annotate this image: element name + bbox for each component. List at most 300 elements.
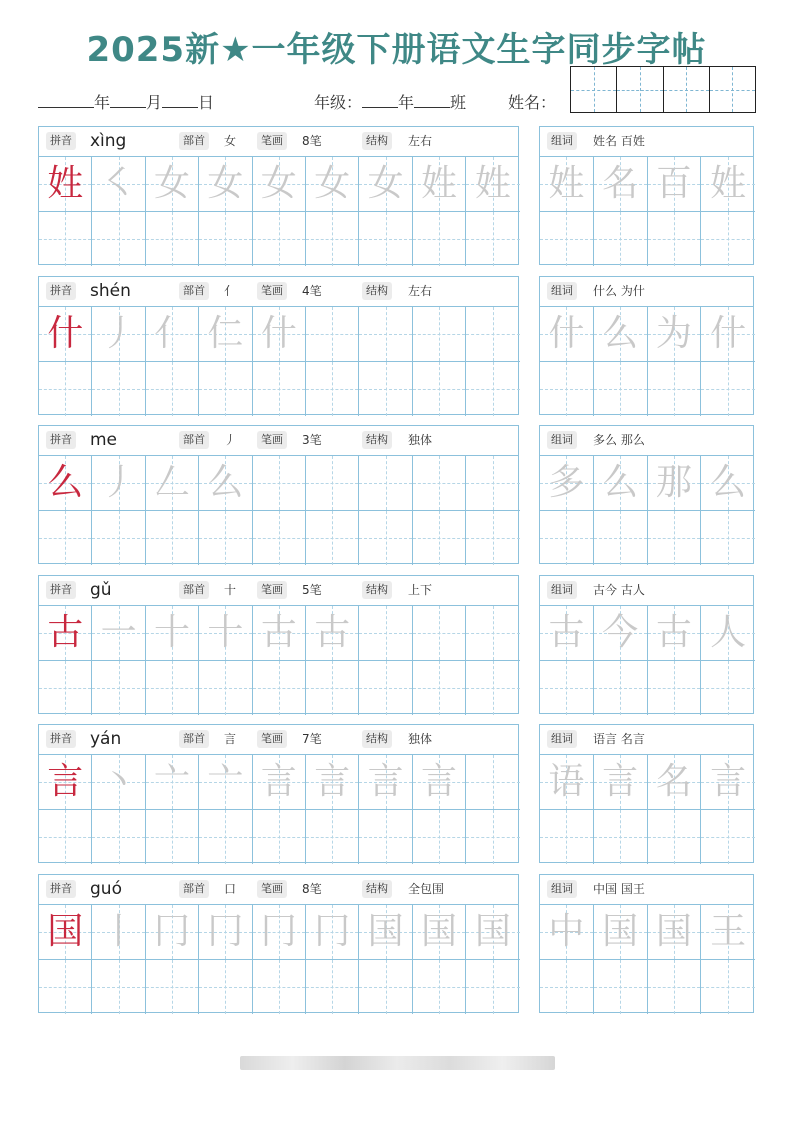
writing-cell[interactable] <box>39 905 92 960</box>
pinyin-tag: 拼音 <box>46 880 76 898</box>
writing-cell[interactable] <box>39 212 92 267</box>
words-tag: 组词 <box>547 282 577 300</box>
word-practice-panel <box>539 425 754 564</box>
word-writing-cell[interactable] <box>701 810 755 865</box>
writing-cell[interactable] <box>306 661 359 716</box>
pinyin-value: shén <box>90 281 131 301</box>
writing-cell[interactable] <box>253 606 306 661</box>
writing-cell[interactable] <box>199 307 252 362</box>
writing-cell[interactable] <box>253 362 306 417</box>
word-writing-cell[interactable] <box>648 511 702 566</box>
word-writing-cell[interactable] <box>648 212 702 267</box>
word-writing-cell[interactable] <box>701 157 755 212</box>
strokes-value: 5笔 <box>302 583 322 597</box>
radical-value: 言 <box>224 732 237 746</box>
word-info-header <box>540 277 753 307</box>
stroke-order-trace: 丶 <box>100 761 137 802</box>
word-trace-character: 今 <box>602 612 639 653</box>
writing-cell[interactable] <box>92 456 145 511</box>
word-trace-character: 那 <box>655 462 692 503</box>
writing-cell[interactable] <box>92 960 145 1015</box>
stroke-order-trace: 古 <box>260 612 297 653</box>
writing-cell[interactable] <box>466 157 519 212</box>
stroke-order-trace: 仁 <box>207 313 244 354</box>
radical-value: 女 <box>224 134 237 148</box>
month-label: 月 <box>146 93 163 112</box>
word-writing-cell[interactable] <box>701 511 755 566</box>
model-character: 姓 <box>47 163 84 204</box>
word-info-header <box>540 576 753 606</box>
words-value: 多么 那么 <box>593 433 645 447</box>
writing-cell[interactable] <box>359 307 412 362</box>
stroke-order-trace: 一 <box>100 612 137 653</box>
words-value: 中国 国王 <box>593 882 645 896</box>
writing-cell[interactable] <box>39 810 92 865</box>
writing-cell[interactable] <box>413 661 466 716</box>
day-label: 日 <box>198 93 215 112</box>
strokes-value: 4笔 <box>302 284 322 298</box>
writing-cell[interactable] <box>413 362 466 417</box>
writing-cell[interactable] <box>253 456 306 511</box>
words-value: 语言 名言 <box>593 732 645 746</box>
word-writing-cell[interactable] <box>701 212 755 267</box>
writing-cell[interactable] <box>359 960 412 1015</box>
writing-cell[interactable] <box>92 157 145 212</box>
writing-cell[interactable] <box>39 157 92 212</box>
stroke-order-trace: 𠃋 <box>153 462 190 503</box>
word-practice-panel <box>539 276 754 415</box>
word-info-header <box>540 127 753 157</box>
word-writing-cell[interactable] <box>594 157 648 212</box>
stroke-order-trace: 十 <box>207 612 244 653</box>
radical-value: 口 <box>224 882 237 896</box>
writing-cell[interactable] <box>39 960 92 1015</box>
word-writing-cell[interactable] <box>540 606 594 661</box>
word-writing-cell[interactable] <box>701 307 755 362</box>
writing-cell[interactable] <box>146 362 199 417</box>
writing-cell[interactable] <box>146 307 199 362</box>
writing-cell[interactable] <box>146 606 199 661</box>
word-writing-cell[interactable] <box>540 511 594 566</box>
stroke-order-trace: ㇛ <box>100 163 137 204</box>
writing-cell[interactable] <box>413 157 466 212</box>
writing-cell[interactable] <box>253 307 306 362</box>
word-writing-cell[interactable] <box>594 456 648 511</box>
word-writing-cell[interactable] <box>540 307 594 362</box>
writing-cell[interactable] <box>199 511 252 566</box>
writing-cell[interactable] <box>253 810 306 865</box>
writing-cell[interactable] <box>39 661 92 716</box>
radical-value: 亻 <box>224 284 237 298</box>
writing-cell[interactable] <box>413 905 466 960</box>
word-writing-cell[interactable] <box>648 606 702 661</box>
blurred-footer-watermark <box>240 1056 555 1070</box>
stroke-order-trace: 冂 <box>260 911 297 952</box>
strokes-value: 8笔 <box>302 882 322 896</box>
pinyin-value: gǔ <box>90 580 112 600</box>
stroke-order-trace: 什 <box>260 313 297 354</box>
char-info-header <box>39 127 518 157</box>
writing-cell[interactable] <box>92 511 145 566</box>
word-writing-cell[interactable] <box>540 212 594 267</box>
word-trace-character: 国 <box>655 911 692 952</box>
writing-cell[interactable] <box>413 212 466 267</box>
writing-cell[interactable] <box>359 212 412 267</box>
stroke-order-trace: 言 <box>420 761 457 802</box>
writing-cell[interactable] <box>199 905 252 960</box>
word-writing-cell[interactable] <box>701 755 755 810</box>
stroke-order-trace: 丨 <box>100 911 137 952</box>
writing-cell[interactable] <box>306 606 359 661</box>
word-writing-cell[interactable] <box>540 362 594 417</box>
writing-cell[interactable] <box>92 755 145 810</box>
writing-cell[interactable] <box>39 307 92 362</box>
writing-cell[interactable] <box>306 960 359 1015</box>
pinyin-tag: 拼音 <box>46 431 76 449</box>
writing-cell[interactable] <box>306 755 359 810</box>
structure-value: 全包围 <box>408 882 445 896</box>
writing-cell[interactable] <box>306 511 359 566</box>
stroke-order-trace: 女 <box>153 163 190 204</box>
writing-cell[interactable] <box>199 810 252 865</box>
writing-cell[interactable] <box>253 960 306 1015</box>
radical-tag: 部首 <box>179 880 209 898</box>
stroke-order-trace: 亻 <box>153 313 190 354</box>
writing-cell[interactable] <box>466 606 519 661</box>
writing-cell[interactable] <box>146 905 199 960</box>
char-practice-panel <box>38 575 519 714</box>
model-character: 古 <box>47 612 84 653</box>
writing-cell[interactable] <box>92 606 145 661</box>
word-writing-cell[interactable] <box>648 661 702 716</box>
word-trace-character: 国 <box>602 911 639 952</box>
writing-cell[interactable] <box>146 960 199 1015</box>
char-info-header <box>39 426 518 456</box>
writing-cell[interactable] <box>306 212 359 267</box>
writing-cell[interactable] <box>306 905 359 960</box>
writing-cell[interactable] <box>253 661 306 716</box>
word-writing-cell[interactable] <box>594 661 648 716</box>
writing-cell[interactable] <box>359 456 412 511</box>
stroke-order-trace: 丿 <box>100 313 137 354</box>
name-label: 姓名： <box>508 93 557 112</box>
name-writing-grid[interactable] <box>570 66 756 113</box>
stroke-order-trace: 亠 <box>153 761 190 802</box>
pinyin-value: guó <box>90 879 122 899</box>
word-writing-cell[interactable] <box>648 456 702 511</box>
writing-cell[interactable] <box>413 511 466 566</box>
writing-cell[interactable] <box>359 606 412 661</box>
word-writing-cell[interactable] <box>540 960 594 1015</box>
class-label: 班 <box>450 93 467 112</box>
stroke-order-trace: 言 <box>367 761 404 802</box>
stroke-order-trace: 古 <box>314 612 351 653</box>
word-info-header <box>540 426 753 456</box>
strokes-tag: 笔画 <box>257 282 287 300</box>
structure-value: 独体 <box>408 433 433 447</box>
word-writing-cell[interactable] <box>594 212 648 267</box>
strokes-tag: 笔画 <box>257 132 287 150</box>
word-trace-character: 语 <box>548 761 585 802</box>
char-practice-panel <box>38 724 519 863</box>
word-writing-cell[interactable] <box>701 960 755 1015</box>
writing-cell[interactable] <box>146 456 199 511</box>
writing-cell[interactable] <box>92 905 145 960</box>
word-writing-cell[interactable] <box>594 606 648 661</box>
structure-value: 左右 <box>408 134 433 148</box>
word-practice-panel <box>539 126 754 265</box>
model-character: 么 <box>47 462 84 503</box>
word-trace-character: 么 <box>602 462 639 503</box>
word-trace-character: 王 <box>710 911 747 952</box>
word-trace-character: 么 <box>602 313 639 354</box>
grade-label: 年级： <box>314 93 363 112</box>
pinyin-tag: 拼音 <box>46 282 76 300</box>
writing-cell[interactable] <box>413 606 466 661</box>
structure-value: 左右 <box>408 284 433 298</box>
stroke-order-trace: 言 <box>314 761 351 802</box>
word-info-header <box>540 875 753 905</box>
model-character: 国 <box>47 911 84 952</box>
word-trace-character: 为 <box>655 313 692 354</box>
word-writing-cell[interactable] <box>540 661 594 716</box>
writing-cell[interactable] <box>466 456 519 511</box>
word-writing-cell[interactable] <box>540 157 594 212</box>
writing-cell[interactable] <box>306 810 359 865</box>
writing-cell[interactable] <box>413 810 466 865</box>
word-writing-cell[interactable] <box>701 661 755 716</box>
word-writing-cell[interactable] <box>594 755 648 810</box>
stroke-order-trace: 女 <box>314 163 351 204</box>
word-writing-cell[interactable] <box>701 606 755 661</box>
writing-cell[interactable] <box>92 661 145 716</box>
model-character: 什 <box>47 313 84 354</box>
word-trace-character: 姓 <box>710 163 747 204</box>
stroke-order-trace: 国 <box>367 911 404 952</box>
writing-cell[interactable] <box>146 212 199 267</box>
writing-cell[interactable] <box>359 755 412 810</box>
pinyin-value: xìng <box>90 131 127 151</box>
writing-cell[interactable] <box>466 755 519 810</box>
writing-cell[interactable] <box>253 157 306 212</box>
writing-cell[interactable] <box>39 362 92 417</box>
radical-tag: 部首 <box>179 282 209 300</box>
words-tag: 组词 <box>547 880 577 898</box>
word-writing-cell[interactable] <box>648 157 702 212</box>
char-practice-panel <box>38 276 519 415</box>
word-writing-cell[interactable] <box>648 905 702 960</box>
pinyin-value: yán <box>90 729 122 749</box>
strokes-tag: 笔画 <box>257 431 287 449</box>
writing-cell[interactable] <box>199 661 252 716</box>
radical-tag: 部首 <box>179 431 209 449</box>
writing-cell[interactable] <box>199 456 252 511</box>
writing-cell[interactable] <box>466 362 519 417</box>
radical-tag: 部首 <box>179 132 209 150</box>
structure-tag: 结构 <box>362 581 392 599</box>
word-writing-cell[interactable] <box>701 905 755 960</box>
writing-cell[interactable] <box>359 905 412 960</box>
writing-cell[interactable] <box>199 157 252 212</box>
writing-cell[interactable] <box>253 212 306 267</box>
word-trace-character: 中 <box>548 911 585 952</box>
word-trace-character: 古 <box>548 612 585 653</box>
words-value: 什么 为什 <box>593 284 645 298</box>
word-trace-character: 多 <box>548 462 585 503</box>
stroke-order-trace: 亠 <box>207 761 244 802</box>
word-writing-cell[interactable] <box>594 307 648 362</box>
writing-cell[interactable] <box>199 362 252 417</box>
writing-cell[interactable] <box>253 511 306 566</box>
stroke-order-trace: 冂 <box>153 911 190 952</box>
writing-cell[interactable] <box>413 456 466 511</box>
char-info-header <box>39 875 518 905</box>
writing-cell[interactable] <box>306 362 359 417</box>
stroke-order-trace: 姓 <box>420 163 457 204</box>
word-practice-panel <box>539 874 754 1013</box>
writing-cell[interactable] <box>199 755 252 810</box>
pinyin-tag: 拼音 <box>46 730 76 748</box>
word-trace-character: 名 <box>602 163 639 204</box>
word-writing-cell[interactable] <box>594 810 648 865</box>
writing-cell[interactable] <box>146 511 199 566</box>
writing-cell[interactable] <box>92 307 145 362</box>
writing-cell[interactable] <box>146 661 199 716</box>
word-practice-panel <box>539 575 754 714</box>
word-trace-character: 么 <box>710 462 747 503</box>
writing-cell[interactable] <box>253 905 306 960</box>
writing-cell[interactable] <box>199 212 252 267</box>
stroke-order-trace: 女 <box>207 163 244 204</box>
word-writing-cell[interactable] <box>594 511 648 566</box>
writing-cell[interactable] <box>199 606 252 661</box>
writing-cell[interactable] <box>306 456 359 511</box>
word-writing-cell[interactable] <box>648 960 702 1015</box>
writing-cell[interactable] <box>413 960 466 1015</box>
word-info-header <box>540 725 753 755</box>
radical-tag: 部首 <box>179 581 209 599</box>
char-practice-panel <box>38 425 519 564</box>
grade-class-field[interactable] <box>314 90 466 113</box>
strokes-tag: 笔画 <box>257 730 287 748</box>
writing-cell[interactable] <box>359 810 412 865</box>
word-trace-character: 什 <box>710 313 747 354</box>
page-title: 2025新★一年级下册语文生字同步字帖 <box>86 30 707 70</box>
writing-cell[interactable] <box>253 755 306 810</box>
word-trace-character: 古 <box>655 612 692 653</box>
char-practice-panel <box>38 874 519 1013</box>
word-practice-panel <box>539 724 754 863</box>
writing-cell[interactable] <box>92 212 145 267</box>
word-writing-cell[interactable] <box>540 810 594 865</box>
writing-cell[interactable] <box>39 606 92 661</box>
char-info-header <box>39 576 518 606</box>
words-tag: 组词 <box>547 730 577 748</box>
word-trace-character: 名 <box>655 761 692 802</box>
writing-cell[interactable] <box>359 511 412 566</box>
word-writing-cell[interactable] <box>648 755 702 810</box>
writing-cell[interactable] <box>146 755 199 810</box>
writing-cell[interactable] <box>466 960 519 1015</box>
word-writing-cell[interactable] <box>540 905 594 960</box>
structure-tag: 结构 <box>362 880 392 898</box>
strokes-tag: 笔画 <box>257 581 287 599</box>
char-info-header <box>39 725 518 755</box>
word-writing-cell[interactable] <box>540 755 594 810</box>
writing-cell[interactable] <box>39 456 92 511</box>
writing-cell[interactable] <box>466 511 519 566</box>
writing-cell[interactable] <box>92 810 145 865</box>
pinyin-tag: 拼音 <box>46 581 76 599</box>
stroke-order-trace: 姓 <box>474 163 511 204</box>
writing-cell[interactable] <box>39 755 92 810</box>
writing-cell[interactable] <box>146 157 199 212</box>
date-field[interactable] <box>38 90 214 113</box>
writing-cell[interactable] <box>466 905 519 960</box>
stroke-order-trace: 么 <box>207 462 244 503</box>
strokes-value: 8笔 <box>302 134 322 148</box>
char-practice-panel <box>38 126 519 265</box>
writing-cell[interactable] <box>466 810 519 865</box>
word-trace-character: 百 <box>655 163 692 204</box>
word-writing-cell[interactable] <box>648 362 702 417</box>
writing-cell[interactable] <box>466 307 519 362</box>
stroke-order-trace: 国 <box>474 911 511 952</box>
model-character: 言 <box>47 761 84 802</box>
word-writing-cell[interactable] <box>701 456 755 511</box>
word-trace-character: 什 <box>548 313 585 354</box>
writing-cell[interactable] <box>146 810 199 865</box>
word-writing-cell[interactable] <box>648 307 702 362</box>
strokes-value: 7笔 <box>302 732 322 746</box>
pinyin-tag: 拼音 <box>46 132 76 150</box>
writing-cell[interactable] <box>92 362 145 417</box>
writing-cell[interactable] <box>39 511 92 566</box>
structure-tag: 结构 <box>362 431 392 449</box>
word-writing-cell[interactable] <box>594 362 648 417</box>
char-info-header <box>39 277 518 307</box>
stroke-order-trace: 十 <box>153 612 190 653</box>
writing-cell[interactable] <box>199 960 252 1015</box>
writing-cell[interactable] <box>359 157 412 212</box>
writing-cell[interactable] <box>413 755 466 810</box>
words-tag: 组词 <box>547 132 577 150</box>
structure-tag: 结构 <box>362 282 392 300</box>
word-writing-cell[interactable] <box>594 905 648 960</box>
writing-cell[interactable] <box>359 362 412 417</box>
words-tag: 组词 <box>547 431 577 449</box>
writing-cell[interactable] <box>359 661 412 716</box>
writing-cell[interactable] <box>466 212 519 267</box>
word-writing-cell[interactable] <box>701 362 755 417</box>
grade-year-label: 年 <box>398 93 415 112</box>
writing-cell[interactable] <box>306 307 359 362</box>
words-value: 古今 古人 <box>593 583 645 597</box>
writing-cell[interactable] <box>466 661 519 716</box>
words-tag: 组词 <box>547 581 577 599</box>
word-writing-cell[interactable] <box>594 960 648 1015</box>
word-trace-character: 姓 <box>548 163 585 204</box>
radical-value: 丿 <box>224 433 237 447</box>
writing-cell[interactable] <box>413 307 466 362</box>
word-trace-character: 人 <box>710 612 747 653</box>
word-writing-cell[interactable] <box>540 456 594 511</box>
stroke-order-trace: 国 <box>420 911 457 952</box>
pinyin-value: me <box>90 430 118 450</box>
writing-cell[interactable] <box>306 157 359 212</box>
stroke-order-trace: 言 <box>260 761 297 802</box>
word-writing-cell[interactable] <box>648 810 702 865</box>
